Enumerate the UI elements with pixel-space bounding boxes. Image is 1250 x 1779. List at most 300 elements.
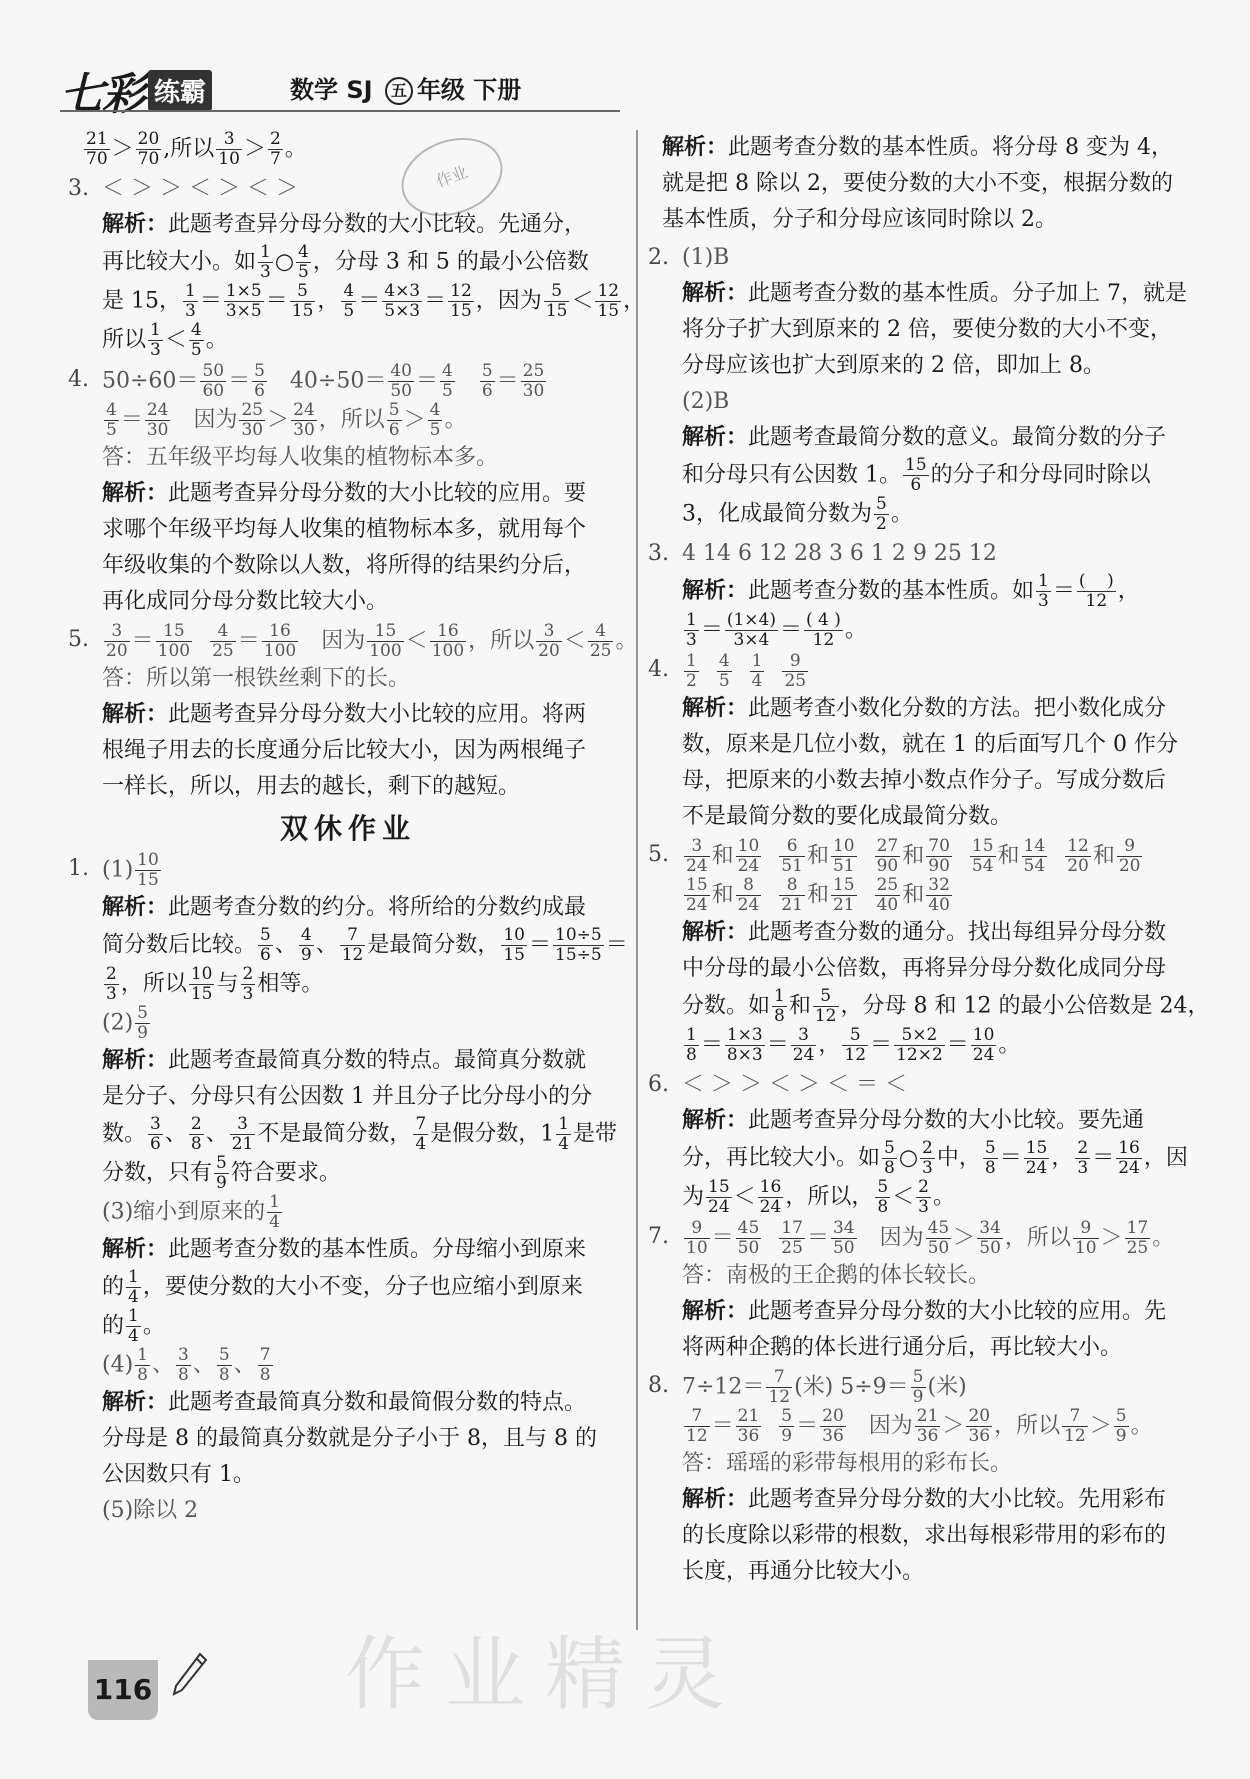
analysis-line: 将两种企鹅的体长进行通分后，再比较大小。	[682, 1335, 1123, 1360]
weekend-question-6	[648, 1067, 1208, 1217]
fraction: $\frac{34}{50}$	[832, 1218, 855, 1258]
fraction: $\frac{7}{8}$	[259, 1345, 271, 1385]
analysis-label: 解析：	[682, 1299, 749, 1324]
fraction: $\frac{5}{6}$	[388, 400, 400, 440]
text: 的分子和分母同时除以	[930, 462, 1151, 488]
answer-continuation	[68, 130, 628, 169]
text: ，所以	[120, 971, 187, 997]
text: 所以	[102, 327, 147, 353]
fraction: $\frac{7}{12}$	[686, 1406, 708, 1446]
volume: 下册	[473, 76, 522, 104]
analysis-label: 解析：	[682, 920, 749, 945]
text: 50÷60＝	[102, 368, 199, 394]
answer-line: ＜ ＞ ＞ ＜ ＞ ＜ ＞	[102, 176, 298, 201]
analysis-line	[102, 207, 628, 243]
fraction: $\frac{7}{4}$	[415, 1114, 427, 1154]
fraction: $\frac{20}{70}$	[137, 129, 160, 169]
analysis-line: $\frac{1}{3}$ ＝ $\frac{(1\times 4)}{3\times 4}$ ＝ $\frac{( 4 )}{12}$ 。	[686, 610, 867, 650]
fraction: $\frac{15}{6}$	[905, 455, 927, 495]
analysis-line: 年级收集的个数除以人数，将所得的结果约分后，	[102, 553, 587, 578]
publisher-logo	[60, 58, 212, 118]
analysis-line	[102, 1268, 628, 1307]
section-title: 双休作业	[279, 812, 416, 845]
answer-line: 50÷60＝ $\frac{50}{60}$ ＝ $\frac{5}{6}$ 40÷50＝ $\frac{40}{50}$ ＝ $\frac{4}{5}$ $\frac{5}{6}$ ＝ $\frac{25}{30}$	[102, 361, 545, 401]
text: 。	[142, 1313, 165, 1339]
fraction: $\frac{4}{9}$	[300, 925, 312, 965]
analysis-line: 为 $\frac{15}{24}$ ＜ $\frac{16}{24}$ ，所以， $\frac{5}{8}$ ＜ $\frac{2}{3}$ 。	[682, 1177, 956, 1217]
answer-line	[102, 1193, 628, 1232]
text: 此题考查最简真分数和最简假分数的特点。	[168, 1390, 587, 1415]
question-5	[68, 621, 638, 805]
fraction: $\frac{3}{6}$	[150, 1114, 161, 1154]
text: 此题考查分数的基本性质。分母缩小到原来	[168, 1237, 587, 1262]
fraction: $\frac{5}{15}$	[545, 281, 568, 321]
answer-line: $\frac{3}{20}$ ＝ $\frac{15}{100}$ $\frac{4}{25}$ ＝ $\frac{16}{100}$ 因为 $\frac{15}{100}$ ＜ $\frac{16}{100}$ ，所以 $\frac{3}{20}$ ＜ $\frac{4}{25}$ 。	[106, 621, 638, 661]
text: 和	[806, 882, 829, 908]
fraction: $\frac{2}{3}$	[242, 964, 254, 1004]
fraction: $\frac{5}{9}$	[912, 1367, 924, 1407]
fraction: $\frac{70}{90}$	[928, 836, 950, 876]
analysis-line	[682, 456, 1208, 495]
analysis-line: 简分数后比较。 $\frac{5}{6}$ 、 $\frac{4}{9}$ 、 $\frac{7}{12}$ 是最简分数， $\frac{10}{15}$ ＝ $\frac{10\div 5}{15\div 5}$ ＝	[102, 925, 628, 965]
analysis-line: 数，原来是几位小数，就在 1 的后面写几个 0 作分	[682, 732, 1178, 757]
fraction: $\frac{4}{5}$	[106, 400, 117, 440]
text: 因为	[193, 407, 238, 433]
fraction: $\frac{34}{50}$	[979, 1218, 1001, 1258]
fraction: $\frac{20}{36}$	[822, 1406, 844, 1446]
fraction: $\frac{5}{8}$	[984, 1138, 996, 1178]
analysis-line	[662, 130, 1208, 166]
text: 。	[205, 327, 228, 353]
text: ，因为	[475, 288, 542, 314]
text: 和	[902, 843, 925, 869]
question-number: 3.	[648, 541, 669, 566]
analysis-line	[102, 476, 628, 512]
analysis-line: 所以 $\frac{1}{3}$ ＜ $\frac{4}{5}$ 。	[102, 320, 228, 360]
fraction: $\frac{1}{3}$	[1038, 571, 1049, 611]
analysis-line	[102, 1385, 628, 1421]
analysis-line: 是 15， $\frac{1}{3}$ ＝ $\frac{1\times 5}{3\times 5}$ ＝ $\frac{5}{15}$ ， $\frac{4}{5}$ ＝ $\frac{4\times 3}{5\times 3}$ ＝ $\frac{12}{15}$ ，因为 $\frac{5}{15}$ ＜ $\frac{12}{15}$ ，	[102, 281, 646, 321]
fraction: $\frac{1}{3}$	[686, 610, 697, 650]
fraction: $\frac{20}{36}$	[968, 1406, 991, 1446]
analysis-line: 是分子、分母只有公因数 1 并且分子比分母小的分	[102, 1084, 592, 1109]
fraction: $\frac{1\times 3}{8\times 3}$	[726, 1025, 763, 1065]
watermark: 作业精灵	[345, 1628, 745, 1721]
fraction: $\frac{2}{7}$	[269, 129, 281, 169]
question-4	[68, 362, 628, 620]
analysis-line	[102, 1154, 628, 1193]
fraction: $\frac{10}{24}$	[972, 1025, 995, 1065]
header-rule	[60, 110, 620, 112]
analysis-line	[682, 1103, 1208, 1139]
text: ，所以	[318, 407, 385, 433]
text: 。	[890, 501, 913, 527]
fraction: $\frac{2}{3}$	[106, 964, 117, 1004]
text: 是假分数，1	[430, 1121, 555, 1147]
fraction: $\frac{15}{24}$	[686, 875, 708, 915]
text: ，所以，	[785, 1184, 874, 1210]
analysis-line: 分母应该也扩大到原来的 2 倍，即加上 8。	[682, 353, 1105, 378]
text: 此题考查异分母分数的大小比较的应用。先	[748, 1299, 1167, 1324]
text: ，	[1117, 578, 1140, 604]
fraction: $\frac{9}{10}$	[686, 1218, 708, 1258]
question-number: 7.	[648, 1224, 669, 1249]
weekend-question-3	[648, 536, 1208, 650]
analysis-line	[102, 1307, 628, 1346]
fraction: $\frac{1}{8}$	[137, 1345, 148, 1385]
analysis-line: 基本性质，分子和分母应该同时除以 2。	[662, 207, 1057, 232]
subject: 数学	[290, 76, 338, 104]
answer-statement: 答：所以第一根铁丝剩下的长。	[102, 666, 411, 691]
analysis-label: 解析：	[662, 135, 729, 160]
analysis-line	[682, 691, 1208, 727]
pencil-icon	[170, 1650, 210, 1700]
answer-line	[682, 1368, 1208, 1407]
weekend-question-5	[648, 837, 1208, 1065]
edition: SJ	[346, 76, 373, 104]
fraction: $\frac{( )}{12}$	[1078, 571, 1114, 611]
fraction: $\frac{10}{51}$	[832, 836, 855, 876]
fraction: $\frac{5}{12}$	[844, 1025, 867, 1065]
fraction: $\frac{27}{90}$	[876, 836, 899, 876]
text: 符合要求。	[230, 1160, 341, 1186]
analysis-label: 解析：	[682, 578, 749, 604]
text: 的	[102, 1274, 125, 1300]
fraction: $\frac{21}{70}$	[86, 129, 108, 169]
analysis-line	[682, 1294, 1208, 1330]
text: ，分母 3 和 5 的最小公倍数	[312, 249, 589, 275]
fraction: $\frac{24}{30}$	[146, 400, 169, 440]
text: 分数。如	[682, 993, 771, 1019]
fraction: $\frac{9}{25}$	[784, 651, 807, 691]
answer-line: (5)除以 2	[102, 1498, 199, 1523]
fraction: $\frac{1}{3}$	[260, 242, 271, 282]
fraction: $\frac{16}{24}$	[1118, 1138, 1140, 1178]
fraction: $\frac{7}{12}$	[768, 1367, 791, 1407]
analysis-line	[102, 243, 628, 282]
column-divider	[636, 130, 638, 1630]
fraction: $\frac{( 4 )}{12}$	[806, 610, 841, 650]
fraction: $\frac{1}{3}$	[150, 320, 161, 360]
fraction: $\frac{4}{25}$	[212, 621, 234, 661]
weekend-question-4	[648, 652, 1208, 835]
fraction: $\frac{24}{30}$	[293, 400, 315, 440]
fraction: $\frac{5}{6}$	[254, 361, 265, 401]
fraction: $\frac{(1\times 4)}{3\times 4}$	[726, 610, 776, 650]
analysis-line: 将分子扩大到原来的 2 倍，要使分数的大小不变，	[682, 317, 1172, 342]
fraction: $\frac{1}{4}$	[558, 1114, 570, 1154]
text: 此题考查分数的基本性质。如	[748, 578, 1035, 604]
text: (米)	[927, 1374, 967, 1400]
text: 和	[997, 843, 1020, 869]
fraction: $\frac{15}{100}$	[157, 621, 191, 661]
question-number: 4.	[648, 657, 669, 682]
analysis-line: 解析：此题考查分数的基本性质。如 $\frac{1}{3}$ ＝ $\frac{( )}{12}$ ，	[682, 571, 1140, 611]
text: ，因	[1143, 1145, 1188, 1171]
fraction: $\frac{1}{8}$	[774, 986, 785, 1026]
text: 中，	[936, 1145, 981, 1171]
fraction: $\frac{15}{54}$	[971, 836, 994, 876]
fraction: $\frac{17}{25}$	[1126, 1218, 1149, 1258]
fraction: $\frac{15}{24}$	[1025, 1138, 1048, 1178]
analysis-line	[682, 1482, 1208, 1518]
question-3	[68, 171, 646, 360]
text: 相等。	[257, 971, 324, 997]
answer-line: $\frac{7}{12}$ ＝ $\frac{21}{36}$ $\frac{5}{9}$ ＝ $\frac{20}{36}$ 因为 $\frac{21}{36}$ ＞ $\frac{20}{36}$ ，所以 $\frac{7}{12}$ ＞ $\frac{5}{9}$ 。	[686, 1406, 1153, 1446]
fraction: $\frac{8}{24}$	[737, 875, 760, 915]
text: 此题考查异分母分数的大小比较。先通分，	[168, 212, 587, 237]
fraction: $\frac{3}{20}$	[538, 621, 560, 661]
page-number: 116	[88, 1660, 158, 1720]
text: 此题考查分数的基本性质。将分母 8 变为 4，	[728, 135, 1173, 160]
analysis-line: 中分母的最小公倍数，再将异分母分数化成同分母	[682, 956, 1167, 981]
question-number: 5.	[648, 842, 669, 867]
text: ○	[274, 249, 295, 275]
analysis-label: 解析：	[102, 212, 169, 237]
text: 的	[102, 1313, 125, 1339]
text: 3，化成最简分数为	[682, 501, 872, 527]
fraction: $\frac{40}{50}$	[390, 361, 412, 401]
answer-line: (2)B	[682, 389, 730, 414]
analysis-line	[102, 697, 628, 733]
fraction: $\frac{25}{40}$	[876, 875, 899, 915]
fraction: $\frac{2}{8}$	[190, 1114, 202, 1154]
text: 因为	[879, 1225, 924, 1251]
fraction: $\frac{9}{20}$	[1118, 836, 1141, 876]
text: 和	[711, 843, 734, 869]
analysis-line	[682, 915, 1208, 951]
fraction: $\frac{5}{2}$	[876, 494, 887, 534]
text: ○	[898, 1145, 919, 1171]
analysis-line: 长度，再通分比较大小。	[682, 1559, 925, 1584]
analysis-line: 求哪个年级平均每人收集的植物标本多，就用每个	[102, 517, 587, 542]
fraction: $\frac{32}{40}$	[928, 875, 950, 915]
fraction: $\frac{1}{4}$	[128, 1306, 139, 1346]
text: 和分母只有公因数 1。	[682, 462, 901, 488]
analysis-line: 再化成同分母分数比较大小。	[102, 589, 389, 614]
text: ，所以	[994, 1413, 1061, 1439]
analysis-line: 分母是 8 的最简真分数就是分子小于 8，且与 8 的	[102, 1426, 597, 1451]
fraction: $\frac{45}{50}$	[927, 1218, 950, 1258]
fraction: $\frac{5}{6}$	[481, 361, 493, 401]
text: 。	[284, 136, 307, 162]
fraction: $\frac{4}{25}$	[589, 621, 612, 661]
analysis-label: 解析：	[102, 1390, 169, 1415]
right-column	[648, 130, 1208, 1592]
fraction: $\frac{12}{15}$	[450, 281, 472, 321]
fraction: $\frac{10}{15}$	[190, 964, 213, 1004]
answer-line: $\frac{9}{10}$ ＝ $\frac{45}{50}$ $\frac{17}{25}$ ＝ $\frac{34}{50}$ 因为 $\frac{45}{50}$ ＞ $\frac{34}{50}$ ，所以 $\frac{9}{10}$ ＞ $\frac{17}{25}$ 。	[686, 1218, 1175, 1258]
text: 此题考查异分母分数的大小比较的应用。要	[168, 481, 587, 506]
analysis-line	[102, 1043, 628, 1079]
answer-line: $\frac{4}{5}$ ＝ $\frac{24}{30}$ 因为 $\frac{25}{30}$ ＞ $\frac{24}{30}$ ，所以 $\frac{5}{6}$ ＞ $\frac{4}{5}$ 。	[106, 400, 467, 440]
text: 。	[933, 1184, 956, 1210]
answer-statement: 答：瑶瑶的彩带每根用的彩布长。	[682, 1451, 1013, 1476]
fraction: $\frac{7}{12}$	[341, 925, 364, 965]
question-number: 8.	[648, 1373, 669, 1398]
fraction: $\frac{15}{24}$	[708, 1177, 730, 1217]
question-number: 2.	[648, 245, 669, 270]
left-column	[68, 129, 646, 1531]
analysis-line	[682, 276, 1208, 312]
weekend-question-7	[648, 1219, 1208, 1366]
fraction: $\frac{12}{15}$	[597, 281, 620, 321]
analysis-line	[102, 965, 628, 1004]
weekend-question-2	[648, 240, 1208, 534]
analysis-line	[682, 420, 1208, 456]
text: 7÷12＝	[682, 1374, 765, 1400]
text: ，所以	[468, 628, 535, 654]
fraction: $\frac{10}{15}$	[503, 925, 525, 965]
book-info	[290, 70, 521, 105]
fraction: $\frac{4}{5}$	[429, 400, 441, 440]
text: (3)缩小到原来的	[102, 1199, 266, 1225]
fraction: $\frac{15}{100}$	[369, 621, 402, 661]
text: 分数，只有	[102, 1160, 213, 1186]
answer-line	[682, 652, 1208, 691]
text: 不是最简分数，	[257, 1121, 412, 1147]
grade-circle: 五	[385, 77, 413, 105]
fraction: $\frac{2}{3}$	[918, 1177, 929, 1217]
fraction: $\frac{5}{8}$	[218, 1345, 230, 1385]
fraction: $\frac{12}{20}$	[1067, 836, 1089, 876]
analysis-label: 解析：	[682, 281, 749, 306]
logo-main: 七彩	[60, 69, 144, 120]
analysis-line: 不是最简分数的要化成最简分数。	[682, 804, 1013, 829]
text: 此题考查分数的基本性质。分子加上 7，就是	[748, 281, 1188, 306]
answer-line: (4) $\frac{1}{8}$ 、 $\frac{3}{8}$ 、 $\frac{5}{8}$ 、 $\frac{7}{8}$	[102, 1345, 271, 1385]
analysis-label: 解析：	[102, 702, 169, 727]
fraction: $\frac{10}{24}$	[737, 836, 760, 876]
question-number: 3.	[68, 176, 89, 201]
weekend-question-1	[68, 851, 628, 1529]
fraction: $\frac{1\times 5}{3\times 5}$	[225, 281, 262, 321]
fraction: $\frac{5}{9}$	[781, 1406, 793, 1446]
fraction: $\frac{7}{12}$	[1064, 1406, 1086, 1446]
fraction: $\frac{17}{25}$	[781, 1218, 803, 1258]
fraction: $\frac{4}{5}$	[343, 281, 355, 321]
answer-line	[682, 876, 1208, 915]
analysis-label: 解析：	[102, 1237, 169, 1262]
analysis-label: 解析：	[102, 1048, 169, 1073]
fraction: $\frac{4}{5}$	[190, 320, 202, 360]
fraction: $\frac{25}{30}$	[522, 361, 545, 401]
analysis-label: 解析：	[682, 1108, 749, 1133]
fraction: $\frac{3}{21}$	[231, 1114, 254, 1154]
fraction: $\frac{3}{20}$	[106, 621, 128, 661]
text: 是 15，	[102, 288, 181, 314]
text: 此题考查异分母分数的大小比较。要先通	[748, 1108, 1145, 1133]
fraction: $\frac{1}{4}$	[128, 1267, 139, 1307]
fraction: $\frac{16}{100}$	[263, 621, 297, 661]
stamp-text: 作业	[433, 162, 471, 191]
text: 和	[788, 993, 811, 1019]
fraction: $\frac{2}{3}$	[1077, 1138, 1089, 1178]
analysis-line	[102, 890, 628, 926]
page-header	[60, 58, 1190, 118]
fraction: $\frac{3}{10}$	[218, 129, 240, 169]
text: 此题考查最简真分数的特点。最简真分数就	[168, 1048, 587, 1073]
fraction: $\frac{5}{6}$	[260, 925, 271, 965]
fraction: $\frac{50}{60}$	[202, 361, 225, 401]
fraction: $\frac{10\div 5}{15\div 5}$	[555, 925, 602, 965]
fraction: $\frac{3}{8}$	[178, 1345, 189, 1385]
analysis-line: 的长度除以彩带的根数，求出每根彩带用的彩布的	[682, 1523, 1167, 1548]
text: 此题考查最简分数的意义。最简分数的分子	[748, 425, 1167, 450]
fraction: $\frac{5}{8}$	[877, 1177, 889, 1217]
text: 和	[806, 843, 829, 869]
text: ,所以	[163, 136, 215, 162]
fraction: $\frac{16}{100}$	[431, 621, 465, 661]
text: (4)	[102, 1352, 134, 1378]
fraction: $\frac{2}{3}$	[922, 1138, 933, 1178]
analysis-label: 解析：	[682, 1487, 749, 1512]
fraction: $\frac{6}{51}$	[781, 836, 803, 876]
analysis-label: 解析：	[102, 481, 169, 506]
text: 分，再比较大小。如	[682, 1145, 881, 1171]
fraction: $\frac{1}{4}$	[751, 651, 763, 691]
fraction: $\frac{1}{4}$	[269, 1192, 280, 1232]
fraction: $\frac{5}{12}$	[814, 986, 837, 1026]
text: ，所以	[1004, 1225, 1071, 1251]
fraction: $\frac{1}{2}$	[686, 651, 697, 691]
answer-statement: 答：南极的王企鹅的体长较长。	[682, 1263, 991, 1288]
logo-box: 练霸	[148, 70, 212, 111]
fraction: $\frac{1}{3}$	[185, 281, 196, 321]
text: ，要使分数的大小不变，分子也应缩小到原来	[142, 1274, 583, 1300]
text: (1)	[102, 857, 134, 883]
fraction: $\frac{9}{10}$	[1074, 1218, 1097, 1258]
answer-line	[682, 837, 1208, 876]
analysis-label: 解析：	[682, 696, 749, 721]
fraction: $\frac{5}{9}$	[137, 1003, 148, 1043]
text: 。	[844, 617, 867, 643]
fraction: $\frac{4\times 3}{5\times 3}$	[384, 281, 421, 321]
text: 与	[216, 971, 239, 997]
analysis-continuation	[648, 130, 1208, 238]
fraction: $\frac{15}{21}$	[832, 875, 855, 915]
fraction: $\frac{3}{24}$	[792, 1025, 815, 1065]
grade-text: 年级	[416, 76, 465, 104]
text: 是带	[573, 1121, 618, 1147]
fraction: $\frac{5\times 2}{12\times 2}$	[896, 1025, 943, 1065]
fraction: $\frac{14}{54}$	[1023, 836, 1046, 876]
text: 此题考查异分母分数的大小比较。先用彩布	[748, 1487, 1167, 1512]
fraction: $\frac{5}{9}$	[216, 1153, 227, 1193]
text: 此题考查分数的约分。将所给的分数约成最	[168, 895, 587, 920]
fraction: $\frac{4}{5}$	[442, 361, 453, 401]
text: 40÷50＝	[289, 368, 387, 394]
question-number: 4.	[68, 367, 89, 392]
answer-line: (1)B	[682, 245, 730, 270]
text: (2)	[102, 1010, 134, 1036]
analysis-line: 数。 $\frac{3}{6}$ 、 $\frac{2}{8}$ 、 $\frac{3}{21}$ 不是最简分数， $\frac{7}{4}$ 是假分数，1 $\frac{1}{4}$ 是带	[102, 1114, 618, 1154]
answer-line: $\frac{21}{70}$ ＞ $\frac{20}{70}$ ,所以 $\frac{3}{10}$ ＞ $\frac{2}{7}$ 。	[86, 129, 307, 169]
text: 因为	[868, 1413, 913, 1439]
text: 此题考查小数化分数的方法。把小数化成分	[748, 696, 1167, 721]
text: 是最简分数，	[367, 932, 500, 958]
text: 和	[711, 882, 734, 908]
text: 。	[998, 1032, 1021, 1058]
analysis-line: 就是把 8 除以 2，要使分数的大小不变，根据分数的	[662, 171, 1173, 196]
weekend-question-8	[648, 1368, 1208, 1590]
text: 再比较大小。如	[102, 249, 257, 275]
text: 和	[902, 882, 925, 908]
fraction: $\frac{4}{5}$	[298, 242, 309, 282]
analysis-line: $\frac{1}{8}$ ＝ $\frac{1\times 3}{8\times 3}$ ＝ $\frac{3}{24}$ ， $\frac{5}{12}$ ＝ $\frac{5\times 2}{12\times 2}$ ＝ $\frac{10}{24}$ 。	[686, 1025, 1021, 1065]
fraction: $\frac{4}{5}$	[718, 651, 730, 691]
fraction: $\frac{1}{8}$	[686, 1025, 697, 1065]
